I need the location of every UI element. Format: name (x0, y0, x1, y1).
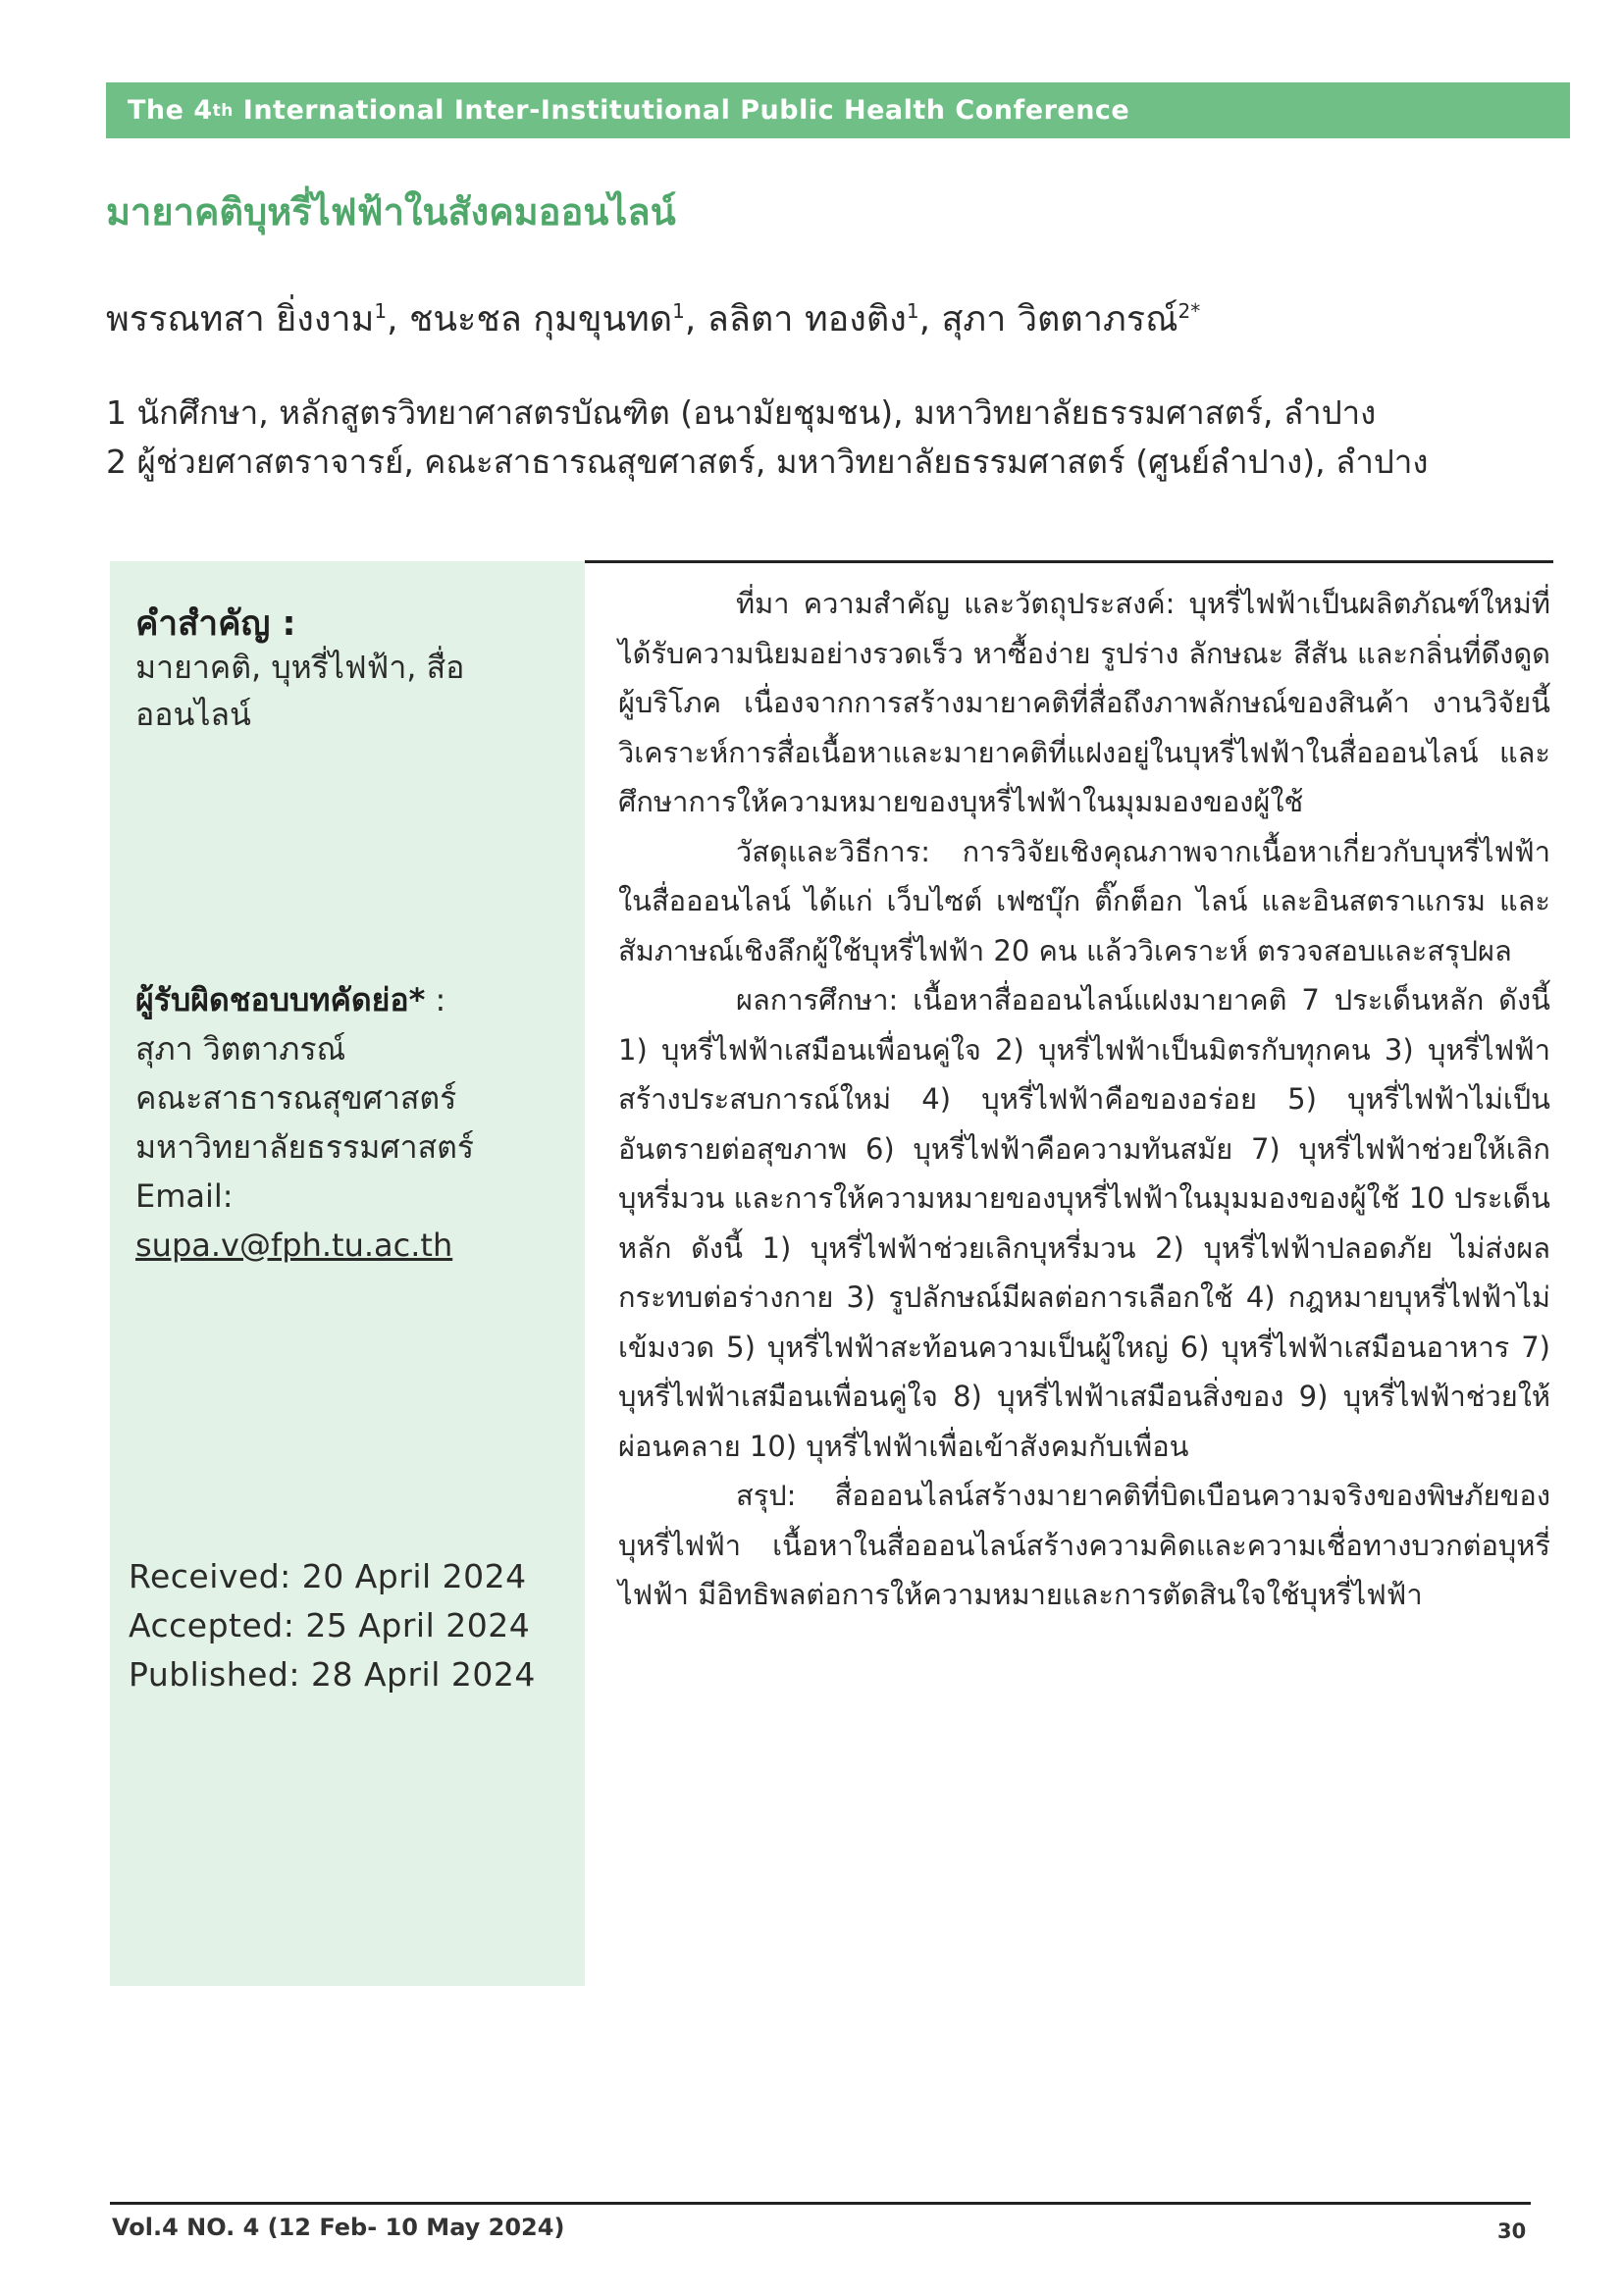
abstract-background: ที่มา ความสำคัญ และวัตถุประสงค์: บุหรี่ไฟฟ้าเป็นผลิตภัณฑ์ใหม่ที่ได้รับความนิยมอย่างรวดเร็ว หาซื้อง่าย รูปร่าง ลักษณะ สีสัน และกลิ่นที่ดึงดูดผู้บริโภค เนื่องจากการสร้างมายาคติที่สื่อถึงภาพลักษณ์ของสินค้า งานวิจัยนี้วิเคราะห์การสื่อเนื้อหาและมายาคติที่แฝงอยู่ในบุหรี่ไฟฟ้าในสื่อออนไลน์ และศึกษาการให้ความหมายของบุหรี่ไฟฟ้าในมุมมองของผู้ใช้ (618, 587, 1550, 818)
abstract-methods: วัสดุและวิธีการ: การวิจัยเชิงคุณภาพจากเนื้อหาเกี่ยวกับบุหรี่ไฟฟ้าในสื่อออนไลน์ ได้แก่ เว็บไซต์ เฟซบุ๊ก ติ๊กต็อก ไลน์ และอินสตราแกรม และสัมภาษณ์เชิงลึกผู้ใช้บุหรี่ไฟฟ้า 20 คน แล้ววิเคราะห์ ตรวจสอบและสรุปผล (618, 834, 1550, 967)
article-title: มายาคติบุหรี่ไฟฟ้าในสังคมออนไลน์ (106, 190, 676, 234)
publication-dates (129, 1552, 536, 1699)
abstract-results: ผลการศึกษา: เนื้อหาสื่อออนไลน์แฝงมายาคติ 7 ประเด็นหลัก ดังนี้ 1) บุหรี่ไฟฟ้าเสมือนเพื่อนคู่ใจ 2) บุหรี่ไฟฟ้าเป็นมิตรกับทุกคน 3) บุหรี่ไฟฟ้าสร้างประสบการณ์ใหม่ 4) บุหรี่ไฟฟ้าคือของอร่อย 5) บุหรี่ไฟฟ้าไม่เป็นอันตรายต่อสุขภาพ 6) บุหรี่ไฟฟ้าคือความทันสมัย 7) บุหรี่ไฟฟ้าช่วยให้เลิกบุหรี่มวน และการให้ความหมายของบุหรี่ไฟฟ้าในมุมมองของผู้ใช้ 10 ประเด็นหลัก ดังนี้ 1) บุหรี่ไฟฟ้าช่วยเลิกบุหรี่มวน 2) บุหรี่ไฟฟ้าปลอดภัย ไม่ส่งผล กระทบต่อร่างกาย 3) รูปลักษณ์มีผลต่อการเลือกใช้ 4) กฎหมายบุหรี่ไฟฟ้าไม่เข้มงวด 5) บุหรี่ไฟฟ้าสะท้อนความเป็นผู้ใหญ่ 6) บุหรี่ไฟฟ้าเสมือนอาหาร 7) บุหรี่ไฟฟ้าเสมือนเพื่อนคู่ใจ 8) บุหรี่ไฟฟ้าเสมือนสิ่งของ 9) บุหรี่ไฟฟ้าช่วยให้ผ่อนคลาย 10) บุหรี่ไฟฟ้าเพื่อเข้าสังคมกับเพื่อน (618, 983, 1550, 1463)
corresponding-author-label: ผู้รับผิดชอบบทคัดย่อ* (135, 981, 426, 1018)
email-label: Email: (135, 1177, 234, 1215)
author-name: พรรณทสา ยิ่งงาม (106, 299, 375, 339)
affiliation-item: 2 ผู้ช่วยศาสตราจารย์, คณะสาธารณสุขศาสตร์, มหาวิทยาลัยธรรมศาสตร์ (ศูนย์ลำปาง), ลำปาง (106, 443, 1429, 481)
corresponding-author-name: สุภา วิตตาภรณ์ (135, 1030, 346, 1068)
keywords-text: มายาคติ, บุหรี่ไฟฟ้า, สื่อออนไลน์ (135, 649, 465, 733)
page-number: 30 (1497, 2219, 1527, 2243)
affiliation-item: 1 นักศึกษา, หลักสูตรวิทยาศาสตรบัณฑิต (อนามัยชุมชน), มหาวิทยาลัยธรรมศาสตร์, ลำปาง (106, 393, 1377, 432)
corresponding-author-heading (135, 975, 567, 1024)
author-list: พรรณทสา ยิ่งงาม$^1$, ชนะชล กุมขุนทด$^1$, ลลิตา ทองติง$^1$, สุภา วิตตาภรณ์$^{2*}$ (106, 299, 1201, 339)
conference-banner (106, 82, 1570, 138)
corresponding-author-university: มหาวิทยาลัยธรรมศาสตร์ (135, 1128, 475, 1166)
banner-suffix: International Inter-Institutional Public Health Conference (233, 95, 1130, 126)
banner-prefix: The 4 (128, 95, 213, 126)
email-link[interactable]: supa.v@fph.tu.ac.th (135, 1226, 453, 1264)
keywords-heading: คำสำคัญ : (135, 604, 296, 644)
author-name: ลลิตา ทองติง (706, 299, 907, 339)
abstract-body (618, 579, 1550, 1620)
abstract-top-rule (585, 560, 1553, 563)
received-date: Received: 20 April 2024 (129, 1557, 527, 1595)
author-name: ชนะชล กุมขุนทด (408, 299, 673, 339)
author-name: สุภา วิตตาภรณ์ (941, 299, 1178, 339)
corresponding-author-separator: : (425, 981, 446, 1018)
corresponding-author-block (135, 975, 567, 1270)
published-date: Published: 28 April 2024 (129, 1655, 536, 1694)
volume-info: Vol.4 NO. 4 (12 Feb- 10 May 2024) (112, 2214, 565, 2241)
author-affiliation-mark: 1 (906, 299, 919, 323)
banner-superscript: th (212, 100, 234, 121)
footer-rule (110, 2202, 1531, 2205)
author-affiliation-mark: 1 (374, 299, 388, 323)
abstract-conclusion: สรุป: สื่อออนไลน์สร้างมายาคติที่บิดเบือนความจริงของพิษภัยของบุหรี่ไฟฟ้า เนื้อหาในสื่อออนไลน์สร้างความคิดและความเชื่อทางบวกต่อบุหรี่ไฟฟ้า มีอิทธิพลต่อการให้ความหมายและการตัดสินใจใช้บุหรี่ไฟฟ้า (618, 1479, 1550, 1611)
author-affiliation-mark: 1 (672, 299, 685, 323)
accepted-date: Accepted: 25 April 2024 (129, 1606, 531, 1644)
author-affiliation-mark: 2* (1177, 299, 1201, 323)
corresponding-author-faculty: คณะสาธารณสุขศาสตร์ (135, 1079, 457, 1117)
info-sidebar (110, 561, 585, 1986)
affiliation-list (106, 389, 1428, 487)
